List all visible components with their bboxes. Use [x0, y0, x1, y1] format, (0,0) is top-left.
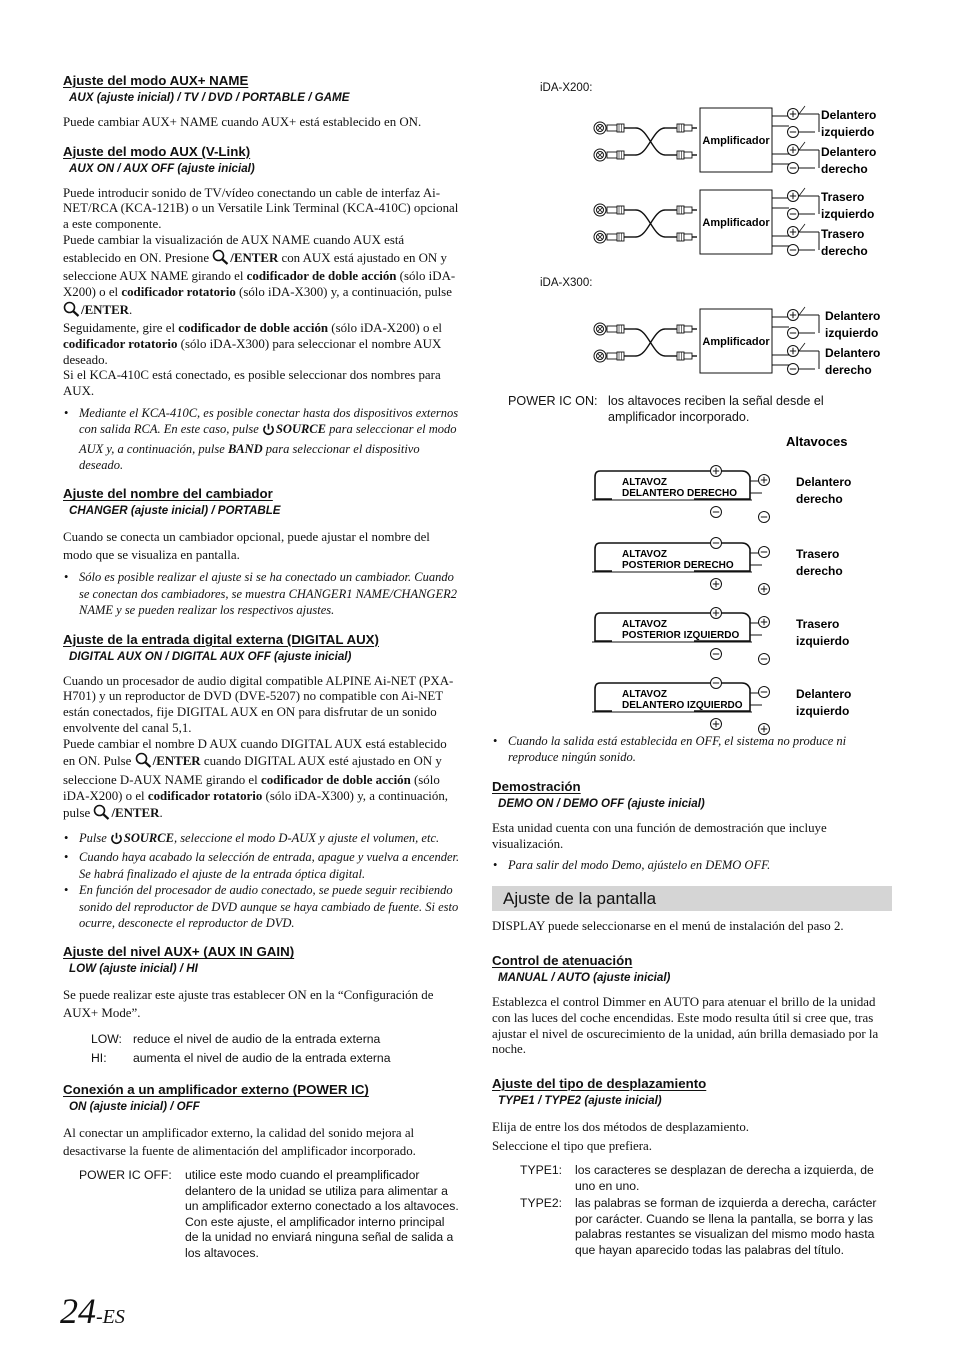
section-aux-plus-name [63, 72, 461, 131]
notes-list [63, 569, 461, 618]
speaker-label: Delantero [821, 145, 877, 159]
box-label: DELANTERO IZQUIERDO [622, 700, 743, 711]
speaker-rear-left [592, 608, 849, 665]
amplifier-unit-front [594, 106, 876, 176]
note-item: • Pulse SOURCE, seleccione el modo D-AUX y ajuste el volumen, etc. [63, 830, 461, 849]
speaker-label: izquierdo [796, 634, 850, 648]
note-item: • Mediante el KCA-410C, es posible conectar hasta dos dispositivos externos con salida RCA. En este caso, pulse SOURCE para seleccionar el modo AUX y, a continuación, pulse BAND para seleccionar el dispositivo deseado. [63, 405, 461, 474]
section-title: Ajuste del modo AUX (V-Link) [63, 143, 251, 159]
box-label: ALTAVOZ [622, 477, 667, 488]
definition-list [508, 394, 892, 425]
speaker-label: Delantero [796, 475, 852, 489]
section-digital-aux [63, 631, 461, 932]
notes-list [492, 733, 892, 766]
section-options: DEMO ON / DEMO OFF (ajuste inicial) [498, 796, 705, 810]
definition-list [91, 1030, 461, 1068]
speaker-label: Delantero [825, 346, 881, 360]
def-term: TYPE2: [520, 1196, 562, 1211]
note-item: • Cuando haya acabado la selección de entrada, apague y vuelva a encender. Se habrá finalizado el ajuste de la entrada óptica digital. [63, 849, 461, 882]
note-item: • Cuando la salida está establecida en OFF, el sistema no produce ni reproduce ningún sonido. [492, 733, 892, 766]
model-label: iDA-X300: [540, 277, 593, 289]
speaker-front-right [592, 466, 851, 523]
box-label: POSTERIOR DERECHO [622, 560, 734, 571]
section-title: Ajuste del modo AUX+ NAME [63, 73, 249, 88]
section-body: Puede cambiar AUX+ NAME cuando AUX+ está establecido en ON. [63, 115, 422, 129]
note-item: • Sólo es posible realizar el ajuste si se ha conectado un cambiador. Cuando se conectan dos cambiadores, se muestra CHANGER1 NAME/CHANGER2 NAME y se pueden realizar los respectivos ajustes. [63, 569, 461, 618]
def-term: HI: [91, 1051, 107, 1066]
right-column [492, 72, 892, 1258]
section-title: Conexión a un amplificador externo (POWER IC) [63, 1082, 369, 1098]
amplifier-wiring-diagram [492, 72, 892, 392]
notes-list [63, 405, 461, 474]
speaker-label: derecho [796, 564, 843, 578]
section-options: ON (ajuste inicial) / OFF [69, 1100, 200, 1114]
section-options: CHANGER (ajuste inicial) / PORTABLE [69, 504, 281, 518]
paragraph: Al conectar un amplificador externo, la calidad del sonido mejora al desactivarse la fuente de alimentación del amplificador incorporado. [63, 1126, 416, 1159]
speaker-wiring-diagram [492, 435, 892, 735]
def-desc: los caracteres se desplazan de derecha a izquierda, de uno en uno. [575, 1163, 874, 1193]
section-options: DIGITAL AUX ON / DIGITAL AUX OFF (ajuste inicial) [69, 649, 352, 663]
section-changer-name [63, 485, 461, 618]
section-dimmer [492, 952, 892, 1058]
amp-label: Amplificador [702, 336, 770, 348]
note-item: • Para salir del modo Demo, ajústelo en DEMO OFF. [492, 857, 892, 873]
amp-label: Amplificador [702, 135, 770, 147]
box-label: ALTAVOZ [622, 619, 667, 630]
def-term: POWER IC OFF: [79, 1168, 172, 1183]
page-number: 24-ES [60, 1291, 125, 1331]
section-banner [492, 886, 892, 911]
paragraph: Si el KCA-410C está conectado, es posible seleccionar dos nombres para AUX. [63, 368, 441, 399]
speaker-label: Delantero [825, 309, 881, 323]
model-label: iDA-X200: [540, 82, 593, 94]
paragraph: Seguidamente, gire el codificador de doble acción (sólo iDA-X200) o el codificador rotatorio (sólo iDA-X300) para seleccionar el nombre AUX deseado. [63, 321, 442, 367]
search-icon [93, 804, 110, 825]
paragraph: Esta unidad cuenta con una función de demostración que incluye visualización. [492, 820, 827, 851]
section-options: LOW (ajuste inicial) / HI [69, 962, 198, 976]
speaker-label: derecho [821, 162, 868, 176]
section-options: MANUAL / AUTO (ajuste inicial) [498, 971, 671, 985]
amplifier-unit-rear [594, 188, 874, 258]
def-term: TYPE1: [520, 1163, 562, 1178]
power-icon [262, 423, 275, 440]
speaker-label: izquierdo [825, 326, 879, 340]
section-title: Control de atenuación [492, 953, 633, 969]
paragraph: DISPLAY puede seleccionarse en el menú de instalación del paso 2. [492, 918, 844, 933]
speaker-label: derecho [825, 363, 872, 377]
amplifier-unit-x300 [594, 307, 880, 377]
def-term: LOW: [91, 1032, 122, 1047]
section-title: Ajuste de la entrada digital externa (DIGITAL AUX) [63, 631, 379, 647]
note-item: • En función del procesador de audio conectado, se puede seguir recibiendo sonido del reproductor de DVD aunque se haya cambiado de fuente. Si esto ocurre, desconecte el reproductor de DVD. [63, 882, 461, 931]
speaker-label: Trasero [821, 227, 865, 241]
section-aux-in-gain [63, 943, 461, 1068]
speaker-label: Delantero [796, 687, 852, 701]
definition-list [79, 1168, 461, 1261]
section-title: Demostración [492, 778, 581, 794]
speaker-label: izquierdo [796, 704, 850, 718]
speaker-front-left [592, 678, 851, 735]
def-desc: aumenta el nivel de audio de la entrada externa [133, 1051, 391, 1066]
search-icon [212, 249, 229, 270]
search-icon [63, 301, 80, 322]
left-column [63, 72, 461, 1261]
section-scroll-type [492, 1075, 892, 1258]
def-desc: las palabras se forman de izquierda a derecha, carácter por carácter. Cuando se llena la pantalla, se borra y las palabras restantes se visualizan del mismo modo hasta que hayan aparecido todas las palabras del título. [575, 1196, 877, 1257]
section-power-ic [63, 1081, 461, 1261]
notes-list [63, 830, 461, 931]
speakers-heading: Altavoces [786, 435, 848, 449]
section-aux-vlink [63, 143, 461, 474]
box-label: ALTAVOZ [622, 689, 667, 700]
paragraph: Puede introducir sonido de TV/vídeo conectando un cable de interfaz Ai-NET/RCA (KCA-121B) o un Versatile Link Terminal (KCA-410C) opcional a este componente. [63, 185, 459, 232]
section-options: AUX (ajuste inicial) / TV / DVD / PORTABLE / GAME [69, 91, 350, 104]
speaker-rear-right [592, 538, 843, 595]
paragraph: Cuando se conecta un cambiador opcional, puede ajustar el nombre del modo que se visualiza en pantalla. [63, 530, 430, 563]
search-icon [135, 752, 152, 773]
def-desc: utilice este modo cuando el preamplificador delantero de la unidad se utiliza para alimentar a un amplificador externo conectado a los altavoces. Con este ajuste, el amplificador interno principal de la unidad no enviará ninguna señal de salida a los altavoces. [185, 1168, 459, 1260]
speaker-label: Trasero [796, 547, 840, 561]
def-term: POWER IC ON: [508, 394, 598, 408]
def-desc: reduce el nivel de audio de la entrada externa [133, 1032, 381, 1047]
box-label: POSTERIOR IZQUIERDO [622, 630, 740, 641]
section-title: Ajuste del nivel AUX+ (AUX IN GAIN) [63, 944, 295, 960]
def-desc: los altavoces reciben la señal desde el amplificador incorporado. [608, 394, 824, 424]
box-label: ALTAVOZ [622, 549, 667, 560]
speaker-label: derecho [796, 492, 843, 506]
section-title: Ajuste del nombre del cambiador [63, 486, 273, 502]
paragraph: Elija de entre los dos métodos de desplazamiento. [492, 1120, 750, 1135]
box-label: DELANTERO DERECHO [622, 488, 738, 499]
paragraph: Puede cambiar el nombre D AUX cuando DIGITAL AUX está establecido en ON. Pulse /ENTER cuando DIGITAL AUX esté ajustado en ON y seleccione D-AUX NAME girando el codificador de doble acción (sólo iDA-X200) o el codificador rotatorio (sólo iDA-X300) y, a continuación, pulse /ENTER. [63, 737, 461, 826]
section-demo [492, 778, 892, 874]
section-title: Ajuste del tipo de desplazamiento [492, 1076, 707, 1092]
power-icon [110, 832, 123, 849]
notes-list [492, 857, 892, 873]
section-options: TYPE1 / TYPE2 (ajuste inicial) [498, 1094, 662, 1108]
paragraph: Se puede realizar este ajuste tras establecer ON en la “Configuración de AUX+ Mode”. [63, 988, 434, 1021]
speaker-label: derecho [821, 244, 868, 258]
paragraph: Puede cambiar la visualización de AUX NAME cuando AUX está establecido en ON. Presione /ENTER con AUX está ajustado en ON y seleccione AUX NAME girando el codificador de doble acción (sólo iDA-X200) o el codificador rotatorio (sólo iDA-X300) y, a continuación, pulse /ENTER. [63, 233, 461, 322]
speaker-label: Delantero [821, 108, 877, 122]
definition-list [520, 1163, 892, 1258]
speaker-label: Trasero [796, 617, 840, 631]
paragraph: Establezca el control Dimmer en AUTO para atenuar el brillo de la unidad con las luces del coche encendidas. Este modo resulta útil si cree que, tras ajustar el nivel de oscurecimiento de la unidad, aún brilla demasiado por la noche. [492, 995, 879, 1057]
paragraph: Seleccione el tipo que prefiera. [492, 1139, 652, 1154]
paragraph: Cuando un procesador de audio digital compatible ALPINE Ai-NET (PXA-H701) y un reproductor de DVD (DVE-5207) no compatible con Ai-NET están conectados, fije DIGITAL AUX en ON para disfrutar de un sonido envolvente del canal 5,1. [63, 673, 454, 735]
banner-title: Ajuste de la pantalla [503, 888, 657, 908]
speaker-label: izquierdo [821, 125, 875, 139]
speaker-label: izquierdo [821, 207, 875, 221]
amp-label: Amplificador [702, 217, 770, 229]
speaker-label: Trasero [821, 190, 865, 204]
section-options: AUX ON / AUX OFF (ajuste inicial) [69, 161, 255, 175]
